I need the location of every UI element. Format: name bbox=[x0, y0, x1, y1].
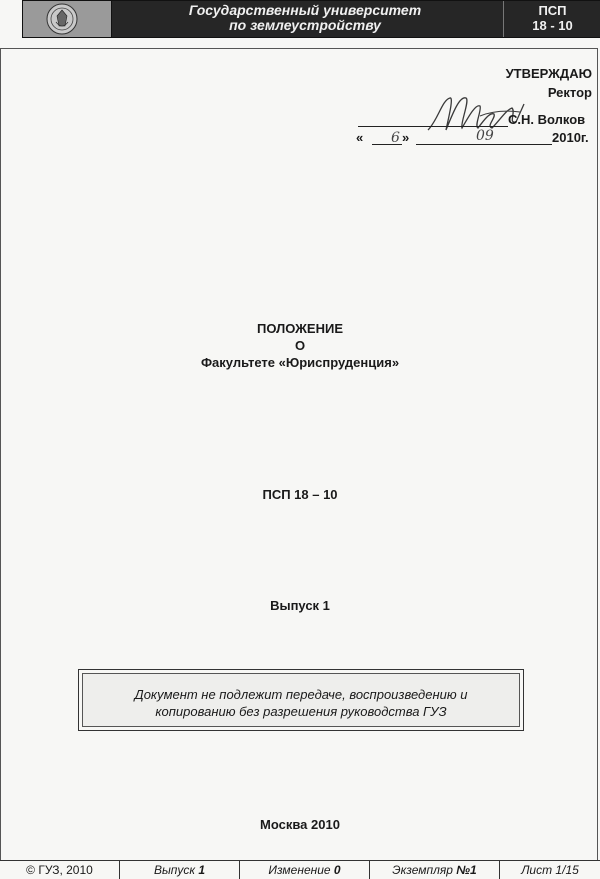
footer-copy-value: №1 bbox=[456, 863, 477, 877]
header-title bbox=[115, 3, 495, 33]
title-line2: О bbox=[294, 338, 306, 353]
notice-line1: Документ не подлежит передаче, воспроизведению и bbox=[134, 687, 468, 702]
date-year: 2010г. bbox=[552, 130, 589, 145]
document-title bbox=[0, 320, 600, 371]
document-code: ПСП 18 – 10 bbox=[262, 487, 338, 502]
date-month-handwritten: 09 bbox=[476, 128, 494, 144]
approve-label: УТВЕРЖДАЮ bbox=[505, 66, 592, 81]
header-doc-code bbox=[503, 1, 600, 37]
approve-position: Ректор bbox=[547, 85, 592, 100]
restriction-notice-inner bbox=[82, 673, 520, 727]
footer-issue-value: 1 bbox=[198, 863, 206, 877]
document-issue: Выпуск 1 bbox=[270, 598, 330, 613]
university-emblem-icon bbox=[45, 2, 79, 36]
footer-sheet: Лист 1/15 bbox=[521, 863, 579, 877]
date-quote-open: « bbox=[356, 130, 364, 145]
emblem-cell bbox=[23, 1, 112, 37]
header-title-line1: Государственный университет bbox=[188, 2, 422, 18]
title-line3: Факультете «Юриспруденция» bbox=[200, 355, 400, 370]
date-month-line bbox=[416, 144, 552, 145]
footer-copy-label: Экземпляр bbox=[392, 863, 457, 877]
date-day-handwritten: 6 bbox=[391, 130, 400, 146]
footer-issue bbox=[120, 861, 240, 879]
signature-line bbox=[358, 126, 508, 127]
document-header bbox=[22, 0, 600, 38]
footer-change bbox=[240, 861, 370, 879]
city-year: Москва 2010 bbox=[260, 817, 340, 832]
header-code-line1: ПСП bbox=[538, 3, 567, 18]
page-frame bbox=[0, 48, 598, 860]
header-title-line2: по землеустройству bbox=[229, 17, 381, 33]
footer-issue-label: Выпуск bbox=[153, 863, 199, 877]
footer-change-value: 0 bbox=[333, 863, 341, 877]
date-quote-close: » bbox=[402, 130, 410, 145]
restriction-notice bbox=[78, 669, 524, 731]
footer-change-label: Изменение bbox=[268, 863, 334, 877]
header-code-line2: 18 - 10 bbox=[532, 18, 573, 33]
signatory-name: С.Н. Волков bbox=[508, 112, 586, 127]
notice-line2: копированию без разрешения руководства ГУЗ bbox=[155, 704, 447, 719]
footer-copyright: © ГУЗ, 2010 bbox=[0, 861, 120, 879]
footer-copy bbox=[370, 861, 500, 879]
document-footer bbox=[0, 860, 600, 879]
title-line1: ПОЛОЖЕНИЕ bbox=[256, 321, 344, 336]
